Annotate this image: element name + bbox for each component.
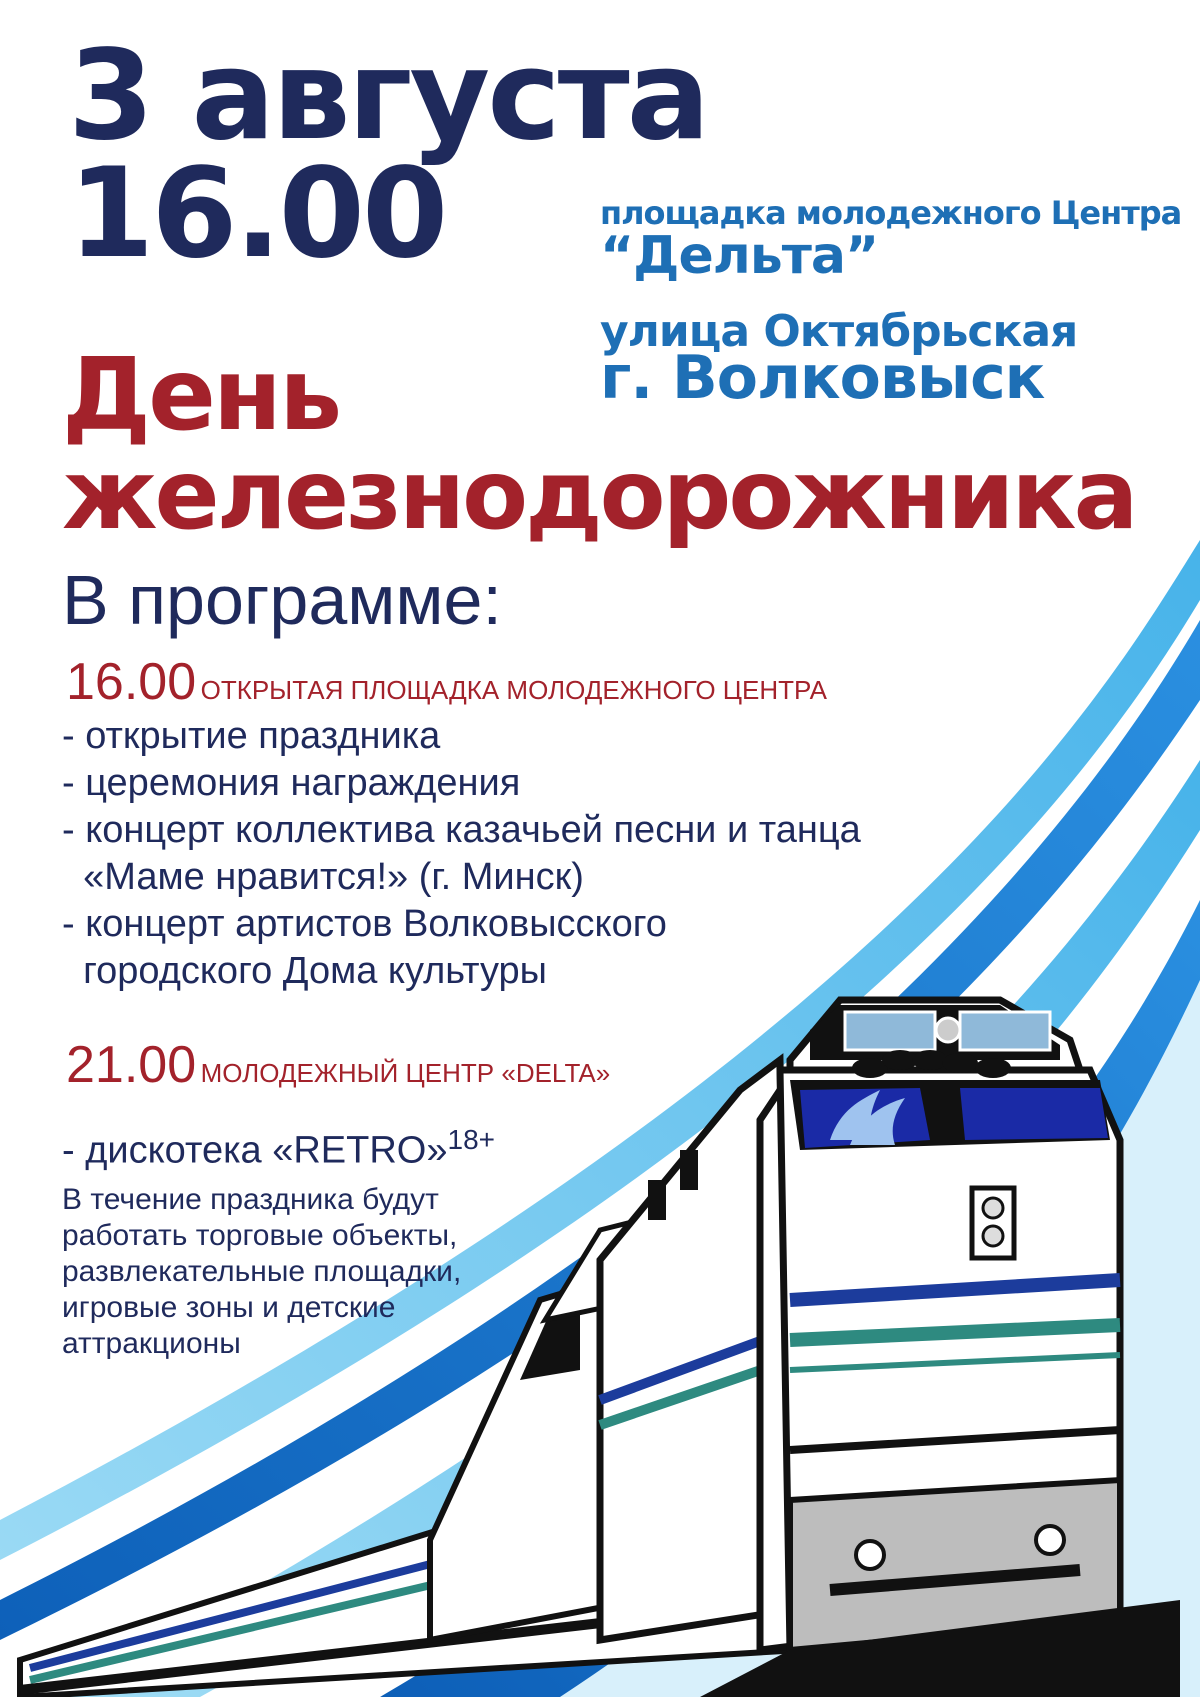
festival-note	[62, 1182, 461, 1362]
block1-header	[66, 652, 827, 712]
note-line: игровые зоны и детские	[62, 1291, 396, 1324]
block1-place: ОТКРЫТАЯ ПЛОЩАДКА МОЛОДЕЖНОГО ЦЕНТРА	[200, 675, 827, 705]
disco-label: - дискотека «RETRO»	[62, 1129, 448, 1172]
event-title-line2: железнодорожника	[62, 439, 1136, 551]
program-item: - церемония награждения	[62, 762, 521, 804]
program-item: - открытие праздника	[62, 715, 441, 757]
program-item: «Маме нравится!» (г. Минск)	[62, 856, 584, 898]
age-badge: 18+	[447, 1124, 495, 1155]
venue-line1: площадка молодежного Центра	[600, 194, 1182, 232]
program-item: городского Дома культуры	[62, 950, 547, 992]
note-line: работать торговые объекты,	[62, 1219, 458, 1252]
note-line: В течение праздника будут	[62, 1183, 439, 1216]
block1-time: 16.00	[66, 653, 197, 711]
program-heading: В программе:	[62, 561, 502, 639]
venue-name: “Дельта”	[600, 226, 879, 286]
street-name: улица Октябрьская	[600, 306, 1078, 357]
block2-header	[66, 1035, 610, 1095]
program-item: - концерт артистов Волковысского	[62, 903, 667, 945]
event-time: 16.00	[68, 142, 446, 286]
disco-item	[62, 1118, 495, 1173]
program-item: - концерт коллектива казачьей песни и танца	[62, 809, 861, 851]
city-name: г. Волковыск	[600, 343, 1045, 413]
block2-place: МОЛОДЕЖНЫЙ ЦЕНТР «DELTA»	[200, 1058, 611, 1088]
event-date: 3 августа	[68, 24, 708, 168]
note-line: развлекательные площадки,	[62, 1255, 462, 1288]
event-title-line1: День	[62, 336, 340, 453]
note-line: аттракционы	[62, 1327, 241, 1360]
block2-time: 21.00	[66, 1036, 197, 1094]
